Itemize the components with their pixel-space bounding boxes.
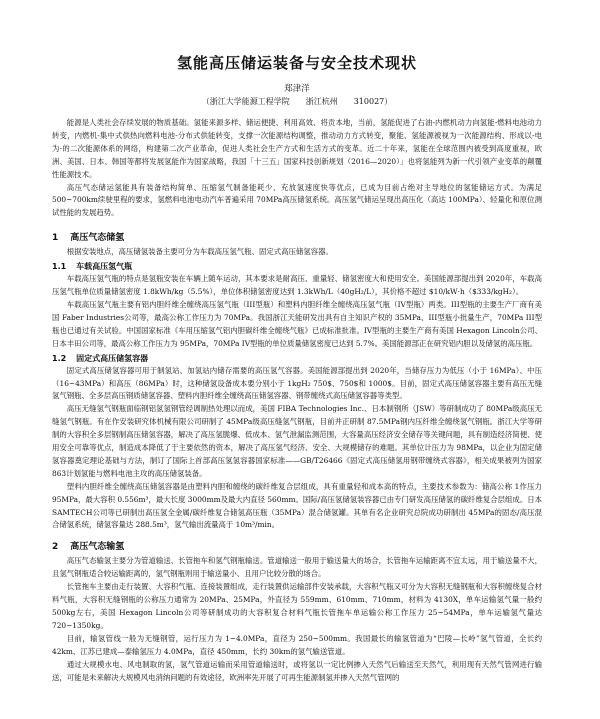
body-paragraph: 长管拖车主要由走行装置、大容积气瓶、连接装置组成，走行装置供运输部件安装承载，大容积气瓶又可分为大容积无缝钢瓶和大容积缠绕复合材料气瓶，大容积无缝钢瓶的公称压力通常为 20MPa、25MPa，外直径为 559mm、610mm、710mm，材料为 4130X，单车运输氢气量一般约 500kg左右，美国 Hexagon Lincoln公司等研制成功的大容积复合材料气瓶长管拖车单运输公称工作压力 25~54MPa，单车运输氢气量达 720~1350kg。	[52, 582, 542, 630]
section-title: 高压气态储氢	[70, 233, 125, 244]
abstract	[52, 117, 542, 220]
subsection-title: 固定式高压储氢容器	[76, 353, 149, 363]
body-paragraph: 目前，输氢管线一般为无缝钢管，运行压力为 1~4.0MPa，直径为 250~500mm。我国最长的输氢管道为“巴陵—长岭”氢气管道，全长约 42km、江苏已建成—泰输氢压力 4.0MPa，直径 450mm，长约 30km的氢气输送管道。	[52, 633, 542, 656]
section-number: 1	[52, 233, 59, 244]
section-intro: 根据安装地点，高压储氢装备主要可分为车载高压氢气瓶、固定式高压储氢容器。	[66, 247, 333, 257]
subsection-title: 车载高压氢气瓶	[76, 262, 133, 272]
body-paragraph: 高压无缝氢气钢瓶面临钢铝氢氢钢管经调制热处理以而成，美国 FIBA Technologies Inc.、日本制钢所（JSW）等研制成功了 80MPa级高压无缝氢气钢瓶。有在作安装研究体机械有限公司研制了 45MPa级高压缝氢气钢瓶，目前并正研制 87.5MPa钢内压纤维全缠绕氢气钢瓶。浙江大学等研制的大容积全多层钢制高压储氢容器，解决了高压氢脆爆、低成本、氢气泄漏监测范围，大容量高压经济安全储存等关键问题，具有制造经济简便、使用安全可靠等优点，制造成本降低了于主要依然的资本，解决了高压氢气经济、安全、大规模储存的难题。其单位计压力为 98MPa，以企业为固定储氢容器奠定理论基础与方法，制订了国际上首部高压氢氢容器国家标准——GB/T26466《固定式高压储氢用钢带缠绕式容器》，相关成果被列为国家 863计划氢能与燃料电池主攻的高压储氢装备。	[52, 404, 542, 478]
abstract-paragraph: 高压气态储运氢能具有装备结构简单、压缩氢气制备能耗少、充放氢速度快等优点，已成为目前占绝对主导地位的氢能储运方式。为满足 500~700km续驶里程的要求，氢燃料电池电动汽车普遍采用 70MPa高压储氢系统。高压氢气储运呈现出高压化（高达 100MPa）、轻量化和原位测试性能的发展趋势。	[52, 182, 542, 218]
affiliation-postcode: 310027）	[353, 97, 393, 106]
author-affiliation	[52, 96, 542, 107]
subsection-number: 1.1	[52, 262, 67, 272]
section-2	[52, 539, 542, 684]
subsection-heading	[52, 353, 542, 364]
body-paragraph: 塑料内胆纤维全缠绕高压储氢容器是由塑料内胆和缠绕的碳纤维复合层组成，具有重量轻和成本高的特点，主要技术参数为：储高公称 1作压力 95MPa，最大容积 0.556m³，最大长度 3000mm及最大内直径 560mm。国际/高压氢储氢装容器已由专门研发高压储氢的碳纤维复合层组成。日本 SAMTECH公司等已研制出高压氢全金属/碳纤维复合储氢高压瓶（35MPa）混合储氢罐。其单有名企业研究总院成功研制出 45MPa的固态/高压混合储氢系统，储氢容量达 288.5m³，氢气输出流量高于 10m³/min。	[52, 481, 542, 530]
section-heading	[52, 230, 542, 243]
section-number: 2	[52, 542, 59, 553]
section-1	[52, 230, 542, 532]
subsection-number: 1.2	[52, 353, 67, 363]
body-paragraph: 车载高压氢气瓶主要有铝内胆纤维全缠绕高压氢气瓶（III型瓶）和塑料内胆纤维全缠绕高压氢气瓶（IV型瓶）两类。III型瓶的主要生产厂商有美国 Faber Industries公司等，最高公称工作压力为 70MPa。我国浙江天能研发出具有自主知识产权的 35MPa、III型瓶小批量生产，70MPa III型瓶也已通过有关试验。中国国家标准《车用压缩氢气铝内胆碳纤维全缠绕气瓶》已成标准批准。IV型瓶的主要生产商有美国 Hexagon Lincoln公司、日本丰田公司等，最高公称工作压力为 95MPa，70MPa IV型瓶的单位质量储氢密度已达到 5.7%。美国能源部正在研究铝内胆以及储氢的高压瓶。	[52, 299, 542, 348]
affiliation-org: （浙江大学能源工程学院	[201, 97, 290, 106]
body-paragraph: 车载高压氢气瓶的特点是氢瓶安装在车辆上随车运动，其本要求是耐高压、重量轻、储氢密度大和使用安全。美国能源部提出到 2020年，车载高压氢气瓶单位质量储氢密度 1.8kWh/kg（5.5%），单位体积储氢密度达到 1.3kWh/L（40gH₂/L），其价格不超过 $10/kW·h（$333/kgH₂）。	[52, 274, 542, 297]
body-paragraph: 固定式高压储氢容器可用于制氢站、加氢站内储存需要的高压氢气容器。美国能源部提出到 2020年，当储存压力为低压（小于 16MPa）、中压（16~43MPa）和高压（86MPa）时，这种储氢设备成本要分别小于 1kgH₂ 750$、750$和 1000$。目前，固定式高压储氢容器主要有高压无缝氢气钢瓶、全多层高压钢质储氢容器、塑料内胆纤维全缠绕高压储氢容器、钢带缠绕式高压储氢容器等类型。	[52, 365, 542, 401]
body-paragraph: 通过大规模水电、风电制取的氢，氢气管道运输而采用管道输送时，或将氢以一定比例掺入天然气后输送至天然气，利用现有天然气管网进行输送，可能是未来解决大规模风电消纳问题的有效途径，欧洲率先开展了可再生能源制氢并掺入天然气管网的	[52, 659, 542, 682]
paper-title: 氢能高压储运装备与安全技术现状	[176, 54, 417, 72]
affiliation-city: 浙江杭州	[305, 97, 338, 106]
subsection-heading	[52, 261, 542, 272]
section-title: 高压气态输氢	[70, 542, 125, 553]
body-paragraph: 高压气态输氢主要分为管道输送、长管拖车和氢气钢瓶输送。管道输送一般用于输送量大的场合，长管拖车运输距离不宜太远，用于输送量不大，且氢气钢瓶适合较运输距离的，氢气钢瓶则用于输送量小、且用户比较分散的场合。	[52, 556, 542, 579]
abstract-paragraph: 能源是人类社会存续发展的物质基础。氢能来源多样、储运便捷、利用高效、将贡本地，当前，氢能促进了右油-内燃机动力向氢能-燃料电池动力转变，内燃机-集中式供热向燃料电池-分布式供能转变，支撑一次能源结构调整，推动动力方式转变，聚能、氢能源被视为一次能源结构、形成以-电为-的二次能源体系的网络，构建第二次产业革命，促进人类社会生产方式和生活方式的变革。近二十年来，氢能在全球范围内被受到高度重视，欧洲、美国、日本、韩国等都将发展氢能作为国家战略，我国「十三五」国家科技创新规划（2016—2020）」也将氢能列为新一代引领产业变革的颠覆性能源技术。	[52, 118, 542, 179]
section-heading	[52, 539, 542, 552]
author-name: 郑津洋	[284, 84, 310, 94]
